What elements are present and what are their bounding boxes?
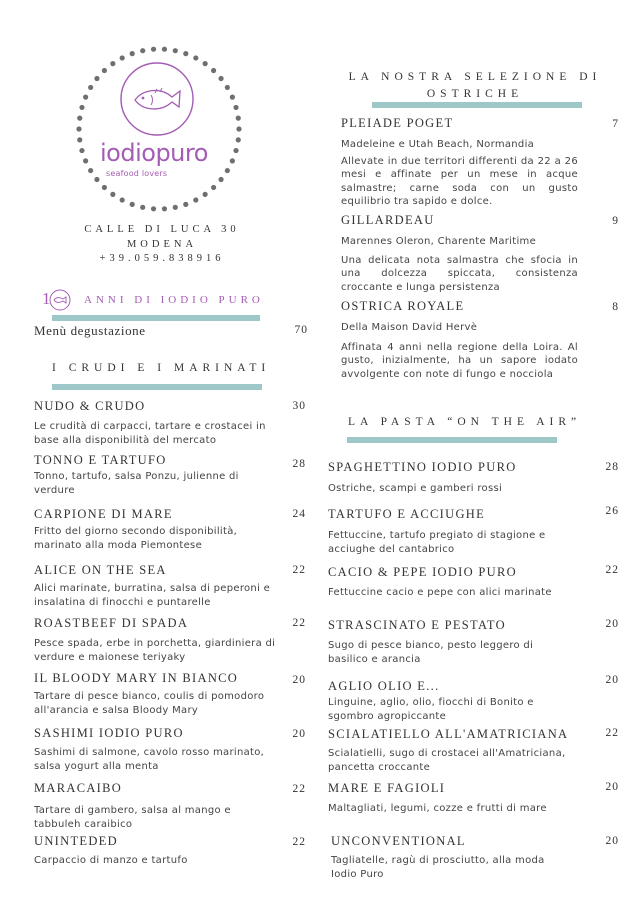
degustazione-price: 70 [294,324,308,336]
item-description: Allevate in due territori differenti da 22 a 26 mesi e affinate per un mese in acque salmastre; carne soda con un gusto equilibrio tra sapido e dolce. [341,155,578,207]
item-price: 7 [612,118,619,130]
logo [72,42,246,216]
item-description: Alici marinate, burratina, salsa di peperoni e insalatina di finocchi e puntarelle [34,583,271,608]
ring-dot [173,48,178,53]
item-name: TONNO E TARTUFO [34,453,167,467]
ring-dot [203,61,208,66]
ring-dot [110,61,115,66]
anniversary-number: 1 [42,289,51,308]
item-name: NUDO & CRUDO [34,399,146,413]
list-item [34,781,308,831]
list-item [34,507,308,552]
ring-dot [203,192,208,197]
list-item [328,618,621,666]
ring-dot [94,76,99,81]
item-name: OSTRICA ROYALE [341,299,465,313]
item-description: Tagliatelle, ragù di prosciutto, alla moda Iodio Puro [331,855,545,880]
item-price: 22 [292,617,306,629]
item-price: 26 [605,505,619,517]
ring-dot [233,148,238,153]
brand-tagline: seafood lovers [106,169,168,178]
ostriche-heading-line2: OSTRICHE [426,88,524,100]
item-price: 20 [605,618,619,630]
item-name: CARPIONE DI MARE [34,507,173,521]
degustazione-row [34,323,308,341]
list-item [328,507,621,556]
list-item [341,116,621,209]
ring-dot [76,126,81,131]
ring-dot [236,137,241,142]
item-name: ALICE ON THE SEA [34,563,167,577]
ring-dot [173,205,178,210]
list-item [328,674,621,723]
anniversary-heading [42,289,302,313]
ring-dot [211,185,216,190]
ring-dot [102,185,107,190]
item-price: 20 [605,781,619,793]
item-description: Scialatielli, sugo di crostacei all'Amatriciana, pancetta croccante [328,748,566,773]
item-price: 28 [292,458,306,470]
item-description: Tartare di gambero, salsa al mango e tabbuleh caraibico [34,805,231,830]
list-item [34,671,308,717]
item-price: 22 [292,836,306,848]
item-description: Carpaccio di manzo e tartufo [34,855,188,866]
pasta-heading: LA PASTA “ON THE AIR” [348,416,582,428]
ring-dot [225,85,230,90]
ring-dot [77,116,82,121]
ring-dot [183,202,188,207]
item-name: CACIO & PEPE IODIO PURO [328,565,517,579]
ostriche-heading [340,69,610,103]
ring-dot [233,105,238,110]
item-description: Sashimi di salmone, cavolo rosso marinato, salsa yogurt alla menta [34,747,265,772]
item-name: SCIALATIELLO ALL'AMATRICIANA [328,727,569,741]
item-description: Pesce spada, erbe in porchetta, giardiniera di verdure e maionese teriyaky [34,638,276,663]
item-price: 22 [605,727,619,739]
item-name: SASHIMI IODIO PURO [34,726,184,740]
ring-dot [130,51,135,56]
ring-dot [110,192,115,197]
item-price: 30 [292,400,306,412]
item-name: MARACAIBO [34,781,123,795]
ring-dot [151,206,156,211]
ring-dot [77,137,82,142]
item-name: UNCONVENTIONAL [331,834,466,848]
anniversary-text: ANNI DI IODIO PURO [84,294,264,306]
item-name: ROASTBEEF DI SPADA [34,616,189,630]
item-price: 22 [605,564,619,576]
item-name: AGLIO OLIO E... [328,679,440,693]
ring-dot [88,85,93,90]
list-item [34,616,308,664]
ostriche-bar [372,102,582,108]
ostriche-heading-line1: LA NOSTRA SELEZIONE DI [348,71,602,83]
ring-dot [140,48,145,53]
item-name: SPAGHETTINO IODIO PURO [328,460,517,474]
list-item [328,460,621,496]
ring-dot [230,95,235,100]
item-description: Affinata 4 anni nella regione della Loira. Al gusto, inizialmente, ha un sapore iodato avvolgente con note di fungo e nocciola [341,341,578,380]
ring-dot [225,168,230,173]
ring-dot [83,95,88,100]
item-price: 22 [292,564,306,576]
item-name: GILLARDEAU [341,213,435,227]
item-description: Ostriche, scampi e gamberi rossi [328,483,503,494]
pasta-bar [347,437,557,443]
ring-dot [140,205,145,210]
item-description: Una delicata nota salmastra che sfocia in una dolcezza spiccata, consistenza croccante e lunga persistenza [341,254,578,293]
item-description: Tartare di pesce bianco, coulis di pomodoro all'arancia e salsa Bloody Mary [34,691,265,716]
ring-dot [218,76,223,81]
item-price: 20 [292,674,306,686]
item-price: 24 [292,508,306,520]
ring-dot [79,105,84,110]
fish-icon [117,59,197,139]
list-item [34,453,308,497]
list-item [34,399,308,447]
ring-dot [162,206,167,211]
ring-dot [130,202,135,207]
ring-dot [162,47,167,52]
fish-badge-icon [49,289,71,311]
item-origin: Marennes Oleron, Charente Maritime [341,236,537,247]
ring-dot [79,148,84,153]
ring-dot [236,126,241,131]
ring-dot [211,68,216,73]
item-name: PLEIADE POGET [341,116,454,130]
item-price: 28 [605,461,619,473]
anniversary-bar [52,315,260,321]
item-price: 9 [612,215,619,227]
item-name: MARE E FAGIOLI [328,781,446,795]
item-description: Fritto del giorno secondo disponibilità, marinato alla moda Piemontese [34,526,238,551]
ring-dot [151,47,156,52]
ring-dot [102,68,107,73]
list-item [34,563,308,609]
item-price: 22 [292,783,306,795]
ring-dot [88,168,93,173]
ring-dot [193,197,198,202]
list-item [341,213,621,294]
phone: +39.059.838916 [99,253,225,264]
list-item [328,781,621,816]
item-description: Linguine, aglio, olio, fiocchi di Bonito e sgombro agropiccante [328,697,534,722]
list-item [331,834,621,881]
item-price: 20 [605,835,619,847]
item-name: TARTUFO E ACCIUGHE [328,507,486,521]
list-item [328,727,621,774]
item-description: Maltagliati, legumi, cozze e frutti di mare [328,803,547,814]
list-item [34,726,308,773]
item-name: STRASCINATO E PESTATO [328,618,506,632]
item-description: Fettuccine cacio e pepe con alici marinate [328,587,552,598]
item-price: 20 [605,674,619,686]
item-origin: Della Maison David Hervè [341,322,478,333]
item-price: 8 [612,301,619,313]
address: CALLE DI LUCA 30 [84,224,240,235]
ring-dot [120,197,125,202]
crudi-bar [52,384,262,390]
item-name: UNINTEDED [34,834,118,848]
ring-dot [236,116,241,121]
item-description: Fettuccine, tartufo pregiato di stagione e acciughe del cantabrico [328,530,546,555]
ring-dot [230,158,235,163]
degustazione-name: Menù degustazione [34,323,146,338]
item-description: Sugo di pesce bianco, pesto leggero di basilico e arancia [328,640,534,665]
ring-dot [83,158,88,163]
list-item [34,834,308,868]
item-origin: Madeleine e Utah Beach, Normandia [341,139,535,150]
list-item [328,565,621,600]
item-description: Tonno, tartufo, salsa Ponzu, julienne di verdure [34,471,239,496]
item-name: IL BLOODY MARY IN BIANCO [34,671,239,685]
item-description: Le crudità di carpacci, tartare e crostacei in base alla disponibilità del mercato [34,421,266,446]
crudi-heading: I CRUDI E I MARINATI [52,362,271,374]
ring-dot [94,177,99,182]
item-price: 20 [292,728,306,740]
ring-dot [218,177,223,182]
ring-dot [183,51,188,56]
contact-block [42,223,282,267]
list-item [341,299,621,381]
brand-name: iodiopuro [100,139,208,167]
city: MODENA [126,238,198,250]
